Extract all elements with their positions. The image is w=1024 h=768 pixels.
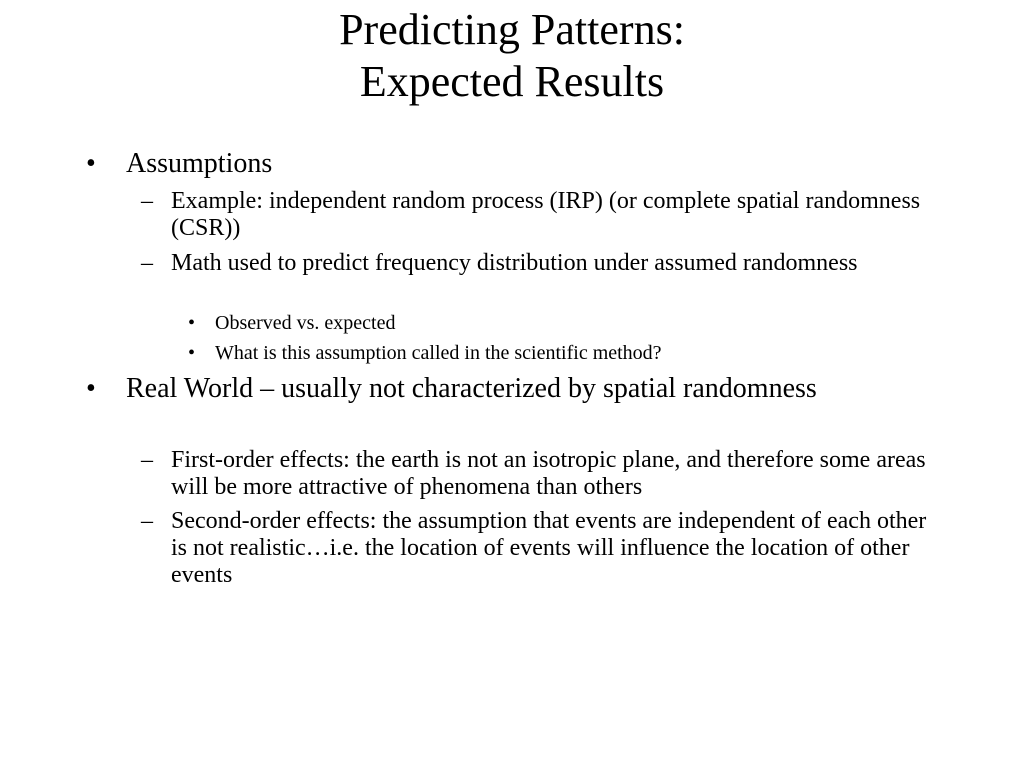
subbullet-text: Math used to predict frequency distribution under assumed randomness [171,250,858,276]
subbullet-math-prediction [141,250,941,277]
subsubbullet-text: Observed vs. expected [215,312,396,334]
dash-marker: – [141,508,153,534]
dash-marker: – [141,188,153,214]
slide-title [0,4,1024,108]
dash-marker: – [141,250,153,276]
bullet-marker: • [86,373,96,404]
subbullet-first-order-effects [141,447,941,501]
title-line-1: Predicting Patterns: [339,5,685,54]
subsubbullet-text: What is this assumption called in the scientific method? [215,342,662,364]
bullet-marker: • [188,312,196,334]
dash-marker: – [141,447,153,473]
subbullet-text: Second-order effects: the assumption that events are independent of each other is not realistic…i.e. the location of events will influence the location of other events [171,508,927,588]
bullet-text: Real World – usually not characterized by spatial randomness [126,373,817,404]
subsubbullet-observed-expected [188,311,888,335]
subbullet-second-order-effects [141,508,941,589]
bullet-real-world [86,373,846,405]
subsubbullet-scientific-method [188,341,888,365]
subbullet-text: Example: independent random process (IRP) (or complete spatial randomness (CSR)) [171,188,921,241]
title-line-2: Expected Results [359,57,665,106]
bullet-marker: • [188,342,196,364]
bullet-text: Assumptions [126,148,273,179]
subbullet-text: First-order effects: the earth is not an isotropic plane, and therefore some areas will be more attractive of phenomena than others [171,447,926,500]
bullet-assumptions [86,148,846,180]
subbullet-irp-example [141,188,941,242]
bullet-marker: • [86,148,96,179]
